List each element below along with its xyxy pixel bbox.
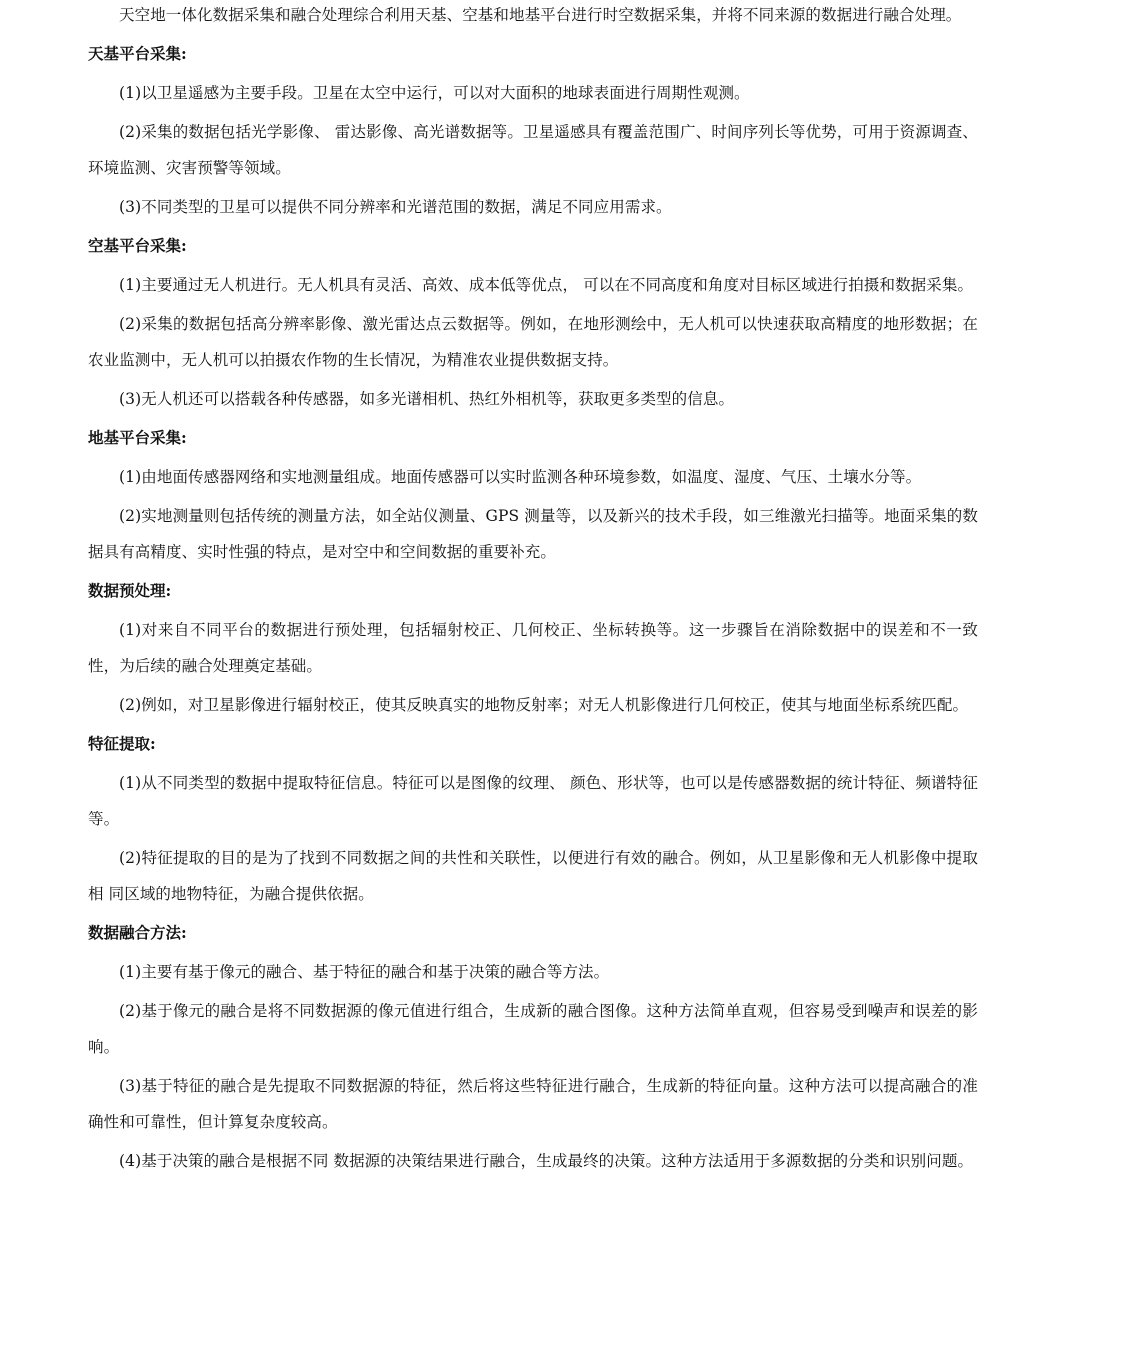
paragraph: (1)从不同类型的数据中提取特征信息。特征可以是图像的纹理、 颜色、形状等，也可以是传感器数据的统计特征、频谱特征等。	[88, 774, 978, 828]
paragraph: (1)以卫星遥感为主要手段。卫星在太空中运行，可以对大面积的地球表面进行周期性观测。	[119, 84, 750, 102]
paragraph: (3)不同类型的卫星可以提供不同分辨率和光谱范围的数据，满足不同应用需求。	[119, 198, 672, 216]
intro-paragraph: 天空地一体化数据采集和融合处理综合利用天基、空基和地基平台进行时空数据采集，并将不同来源的数据进行融合处理。	[119, 6, 962, 24]
paragraph: (2)采集的数据包括光学影像、 雷达影像、高光谱数据等。卫星遥感具有覆盖范围广、时间序列长等优势，可用于资源调查、环境监测、灾害预警等领域。	[88, 123, 978, 177]
document-page	[88, 0, 978, 1182]
section-heading: 数据融合方法:	[88, 923, 187, 942]
paragraph: (2)例如，对卫星影像进行辐射校正，使其反映真实的地物反射率；对无人机影像进行几何校正，使其与地面坐标系统匹配。	[119, 696, 969, 714]
section-preprocessing	[88, 573, 978, 723]
paragraph: (4)基于决策的融合是根据不同 数据源的决策结果进行融合，生成最终的决策。这种方法适用于多源数据的分类和识别问题。	[119, 1152, 974, 1170]
section-heading: 天基平台采集:	[88, 44, 187, 63]
section-air-based	[88, 228, 978, 417]
section-heading: 空基平台采集:	[88, 236, 187, 255]
paragraph: (2)特征提取的目的是为了找到不同数据之间的共性和关联性，以便进行有效的融合。例如，从卫星影像和无人机影像中提取相 同区域的地物特征，为融合提供依据。	[88, 849, 978, 903]
paragraph: (3)无人机还可以搭载各种传感器，如多光谱相机、热红外相机等，获取更多类型的信息。	[119, 390, 735, 408]
paragraph: (2)基于像元的融合是将不同数据源的像元值进行组合，生成新的融合图像。这种方法简单直观，但容易受到噪声和误差的影响。	[88, 1002, 978, 1056]
paragraph: (1)主要有基于像元的融合、基于特征的融合和基于决策的融合等方法。	[119, 963, 610, 981]
section-feature-extraction	[88, 726, 978, 912]
section-heading: 地基平台采集:	[88, 428, 187, 447]
paragraph: (1)由地面传感器网络和实地测量组成。地面传感器可以实时监测各种环境参数，如温度、湿度、气压、土壤水分等。	[119, 468, 922, 486]
section-fusion-methods	[88, 915, 978, 1179]
paragraph: (1)对来自不同平台的数据进行预处理，包括辐射校正、几何校正、坐标转换等。这一步骤旨在消除数据中的误差和不一致性，为后续的融合处理奠定基础。	[88, 621, 978, 675]
paragraph: (2)实地测量则包括传统的测量方法，如全站仪测量、GPS 测量等，以及新兴的技术手段，如三维激光扫描等。地面采集的数据具有高精度、实时性强的特点，是对空中和空间数据的重要补充。	[88, 507, 978, 561]
section-ground-based	[88, 420, 978, 570]
paragraph: (3)基于特征的融合是先提取不同数据源的特征，然后将这些特征进行融合，生成新的特征向量。这种方法可以提高融合的准确性和可靠性，但计算复杂度较高。	[88, 1077, 978, 1131]
paragraph: (1)主要通过无人机进行。无人机具有灵活、高效、成本低等优点， 可以在不同高度和角度对目标区域进行拍摄和数据采集。	[119, 276, 974, 294]
paragraph: (2)采集的数据包括高分辨率影像、激光雷达点云数据等。例如，在地形测绘中，无人机可以快速获取高精度的地形数据；在农业监测中，无人机可以拍摄农作物的生长情况，为精准农业提供数据支持。	[88, 315, 978, 369]
section-space-based	[88, 36, 978, 225]
section-heading: 特征提取:	[88, 734, 156, 753]
section-heading: 数据预处理:	[88, 581, 172, 600]
